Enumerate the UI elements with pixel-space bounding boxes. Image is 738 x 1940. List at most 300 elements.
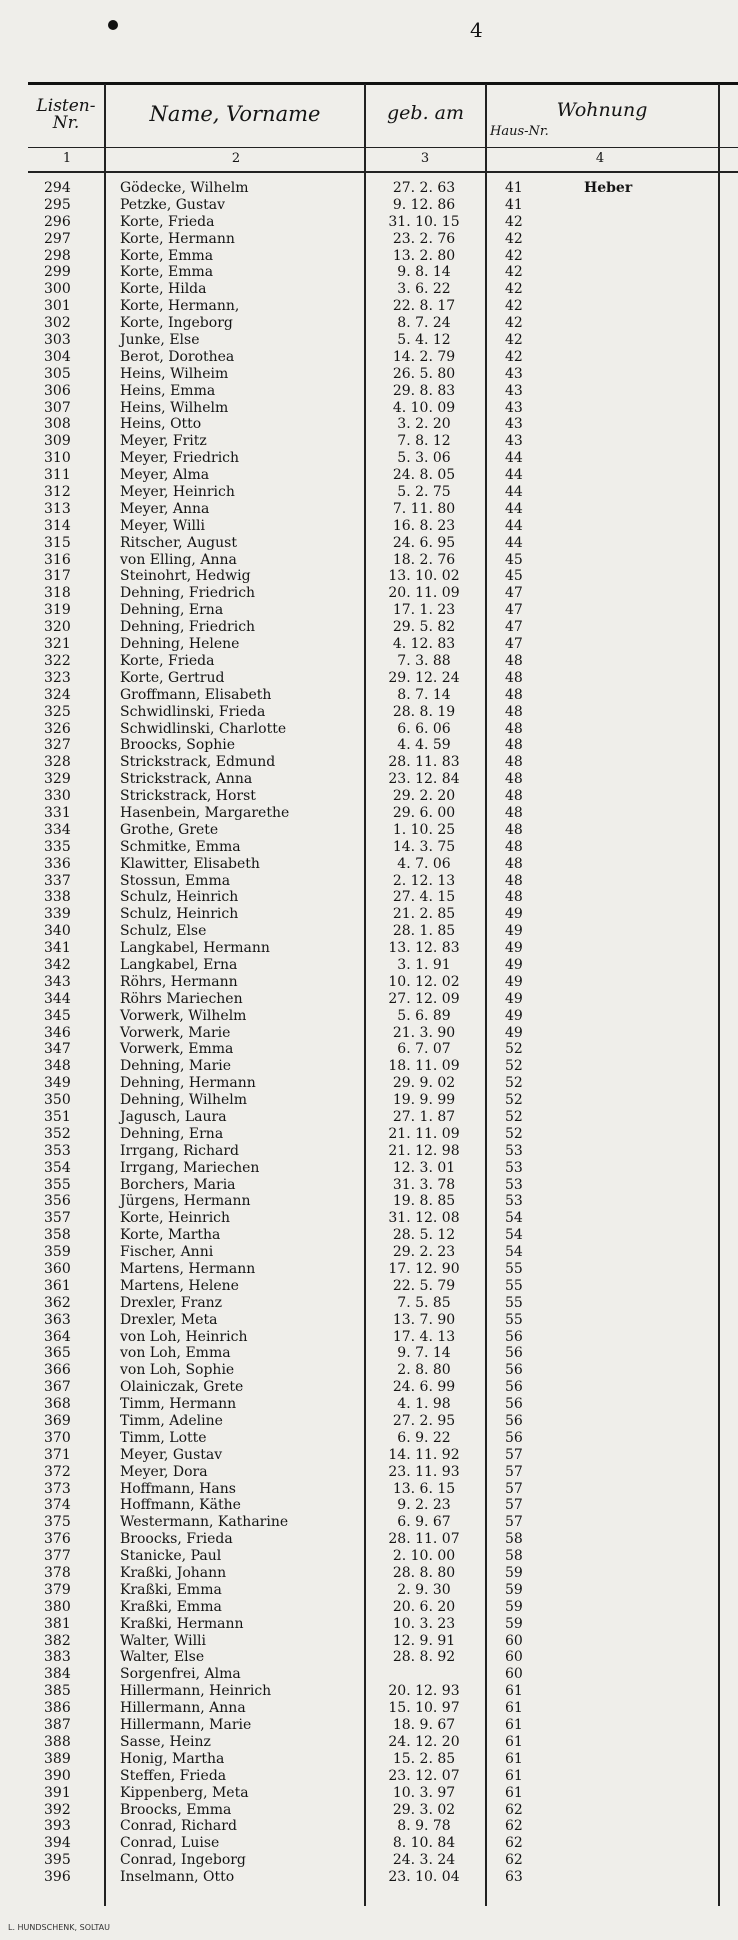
birthdate-cell: 6. 6. 06: [397, 720, 451, 737]
name-cell: Korte, Martha: [120, 1227, 221, 1244]
birthdate-cell: 28. 5. 12: [392, 1227, 456, 1244]
list-number-cell: 348: [44, 1058, 71, 1075]
table-row: [0, 619, 738, 636]
birthdate-cell: 24. 3. 24: [392, 1852, 456, 1869]
list-number-cell: 316: [44, 551, 71, 568]
birthdate-cell: 10. 3. 23: [392, 1615, 456, 1632]
table-row: [0, 1514, 738, 1531]
name-cell: Meyer, Gustav: [120, 1446, 223, 1463]
table-row: [0, 1565, 738, 1582]
table-row: [0, 1109, 738, 1126]
house-number-cell: 58: [505, 1531, 523, 1548]
table-row: [0, 1362, 738, 1379]
table-row: [0, 180, 738, 197]
table-row: [0, 1768, 738, 1785]
birthdate-cell: 20. 11. 09: [388, 585, 460, 602]
birthdate-cell: 31. 10. 15: [388, 213, 460, 230]
table-row: [0, 1160, 738, 1177]
house-number-cell: 49: [505, 1024, 523, 1041]
house-number-cell: 56: [505, 1429, 523, 1446]
table-row: [0, 383, 738, 400]
birthdate-cell: 6. 9. 67: [397, 1514, 451, 1531]
name-cell: Hoffmann, Käthe: [120, 1497, 241, 1514]
table-row: [0, 721, 738, 738]
table-row: [0, 1666, 738, 1683]
birthdate-cell: 20. 12. 93: [388, 1683, 460, 1700]
list-number-cell: 328: [44, 754, 71, 771]
header-house-number: Haus-Nr.: [490, 124, 549, 139]
name-cell: Langkabel, Hermann: [120, 940, 270, 957]
house-number-cell: 53: [505, 1193, 523, 1210]
house-number-cell: 49: [505, 973, 523, 990]
house-number-cell: 48: [505, 872, 523, 889]
list-number-cell: 350: [44, 1092, 71, 1109]
list-number-cell: 326: [44, 720, 71, 737]
list-number-cell: 346: [44, 1024, 71, 1041]
birthdate-cell: 7. 8. 12: [397, 433, 451, 450]
name-cell: von Loh, Sophie: [120, 1362, 235, 1379]
table-row: [0, 889, 738, 906]
birthdate-cell: 4. 10. 09: [392, 399, 456, 416]
name-cell: Sasse, Heinz: [120, 1733, 211, 1750]
house-number-cell: 54: [505, 1244, 523, 1261]
birthdate-cell: 23. 12. 07: [388, 1767, 460, 1784]
birthdate-cell: 16. 8. 23: [392, 517, 456, 534]
name-cell: Stanicke, Paul: [120, 1548, 222, 1565]
house-number-cell: 61: [505, 1750, 523, 1767]
list-number-cell: 362: [44, 1294, 71, 1311]
name-cell: Meyer, Heinrich: [120, 484, 235, 501]
list-number-cell: 342: [44, 956, 71, 973]
house-number-cell: 43: [505, 365, 523, 382]
name-cell: Heins, Wilhelm: [120, 399, 229, 416]
list-number-cell: 383: [44, 1649, 71, 1666]
list-number-cell: 330: [44, 788, 71, 805]
name-cell: Schulz, Heinrich: [120, 906, 239, 923]
birthdate-cell: 15. 10. 97: [388, 1700, 460, 1717]
name-cell: Kraßki, Emma: [120, 1598, 222, 1615]
birthdate-cell: 3. 1. 91: [397, 956, 451, 973]
table-row: [0, 1177, 738, 1194]
house-number-cell: 43: [505, 433, 523, 450]
list-number-cell: 351: [44, 1108, 71, 1125]
name-cell: Dehning, Wilhelm: [120, 1092, 248, 1109]
list-number-cell: 309: [44, 433, 71, 450]
list-number-cell: 317: [44, 568, 71, 585]
name-cell: Korte, Ingeborg: [120, 315, 233, 332]
table-row: [0, 1447, 738, 1464]
house-number-cell: 52: [505, 1108, 523, 1125]
list-number-cell: 371: [44, 1446, 71, 1463]
table-row: [0, 923, 738, 940]
list-number-cell: 368: [44, 1396, 71, 1413]
house-number-cell: 62: [505, 1835, 523, 1852]
list-number-cell: 294: [44, 180, 71, 196]
list-number-cell: 366: [44, 1362, 71, 1379]
table-row: [0, 467, 738, 484]
list-number-cell: 367: [44, 1379, 71, 1396]
name-cell: Korte, Frieda: [120, 652, 215, 669]
house-number-cell: 48: [505, 737, 523, 754]
name-cell: Meyer, Dora: [120, 1463, 208, 1480]
name-cell: Kraßki, Johann: [120, 1565, 227, 1582]
house-number-cell: 45: [505, 568, 523, 585]
birthdate-cell: 6. 9. 22: [397, 1429, 451, 1446]
house-number-cell: 53: [505, 1176, 523, 1193]
house-number-cell: 42: [505, 264, 523, 281]
list-number-cell: 339: [44, 906, 71, 923]
birthdate-cell: 5. 6. 89: [397, 1007, 451, 1024]
name-cell: Irrgang, Mariechen: [120, 1159, 260, 1176]
table-row: [0, 1126, 738, 1143]
table-row: [0, 1227, 738, 1244]
name-cell: Röhrs Mariechen: [120, 990, 243, 1007]
list-number-cell: 327: [44, 737, 71, 754]
birthdate-cell: 18. 9. 67: [392, 1717, 456, 1734]
name-cell: Meyer, Friedrich: [120, 450, 240, 467]
house-number-cell: 42: [505, 348, 523, 365]
birthdate-cell: 14. 11. 92: [388, 1446, 460, 1463]
birthdate-cell: 15. 2. 85: [392, 1750, 456, 1767]
house-number-cell: 57: [505, 1514, 523, 1531]
table-row: [0, 687, 738, 704]
birthdate-cell: 24. 6. 95: [392, 534, 456, 551]
list-number-cell: 306: [44, 382, 71, 399]
name-cell: Korte, Heinrich: [120, 1210, 231, 1227]
name-cell: Schulz, Else: [120, 923, 207, 940]
name-cell: Timm, Hermann: [120, 1396, 237, 1413]
house-number-cell: 56: [505, 1345, 523, 1362]
table-row: [0, 1261, 738, 1278]
birthdate-cell: 19. 8. 85: [392, 1193, 456, 1210]
house-number-cell: 54: [505, 1227, 523, 1244]
table-row: [0, 906, 738, 923]
name-cell: Berot, Dorothea: [120, 348, 235, 365]
list-number-cell: 336: [44, 855, 71, 872]
table-row: [0, 1734, 738, 1751]
birthdate-cell: 3. 6. 22: [397, 281, 451, 298]
list-number-cell: 296: [44, 213, 71, 230]
list-number-cell: 301: [44, 298, 71, 315]
list-number-cell: 303: [44, 332, 71, 349]
list-number-cell: 369: [44, 1413, 71, 1430]
name-cell: Vorwerk, Emma: [120, 1041, 234, 1058]
table-row: [0, 873, 738, 890]
birthdate-cell: 23. 11. 93: [388, 1463, 460, 1480]
birthdate-cell: 24. 6. 99: [392, 1379, 456, 1396]
name-cell: Hillermann, Anna: [120, 1700, 246, 1717]
birthdate-cell: 10. 3. 97: [392, 1784, 456, 1801]
birthdate-cell: 28. 8. 92: [392, 1649, 456, 1666]
table-row: [0, 501, 738, 518]
list-number-cell: 323: [44, 669, 71, 686]
table-row: [0, 400, 738, 417]
house-number-cell: 56: [505, 1328, 523, 1345]
birthdate-cell: 12. 3. 01: [392, 1159, 456, 1176]
name-cell: Steinohrt, Hedwig: [120, 568, 251, 585]
table-row: [0, 1430, 738, 1447]
name-cell: Stossun, Emma: [120, 872, 231, 889]
list-number-cell: 347: [44, 1041, 71, 1058]
printer-imprint: L. HUNDSCHENK, SOLTAU: [8, 1923, 110, 1932]
list-number-cell: 314: [44, 517, 71, 534]
name-cell: Conrad, Ingeborg: [120, 1852, 246, 1869]
name-cell: Klawitter, Elisabeth: [120, 855, 260, 872]
table-row: [0, 281, 738, 298]
birthdate-cell: 3. 2. 20: [397, 416, 451, 433]
birthdate-cell: 2. 12. 13: [392, 872, 456, 889]
birthdate-cell: 29. 9. 02: [392, 1075, 456, 1092]
birthdate-cell: 13. 12. 83: [388, 940, 460, 957]
list-number-cell: 299: [44, 264, 71, 281]
house-number-cell: 48: [505, 889, 523, 906]
name-cell: von Loh, Heinrich: [120, 1328, 248, 1345]
table-row: [0, 1835, 738, 1852]
house-number-cell: 42: [505, 332, 523, 349]
birthdate-cell: 13. 10. 02: [388, 568, 460, 585]
house-number-cell: 52: [505, 1041, 523, 1058]
list-number-cell: 340: [44, 923, 71, 940]
list-number-cell: 313: [44, 500, 71, 517]
name-cell: Conrad, Richard: [120, 1818, 237, 1835]
birthdate-cell: 29. 5. 82: [392, 619, 456, 636]
house-number-cell: 52: [505, 1058, 523, 1075]
list-number-cell: 385: [44, 1683, 71, 1700]
birthdate-cell: 2. 9. 30: [397, 1581, 451, 1598]
birthdate-cell: 21. 3. 90: [392, 1024, 456, 1041]
birthdate-cell: 5. 3. 06: [397, 450, 451, 467]
birthdate-cell: 5. 2. 75: [397, 484, 451, 501]
list-number-cell: 349: [44, 1075, 71, 1092]
name-cell: Broocks, Sophie: [120, 737, 236, 754]
list-number-cell: 394: [44, 1835, 71, 1852]
name-cell: Dehning, Hermann: [120, 1075, 256, 1092]
birthdate-cell: 13. 6. 15: [392, 1480, 456, 1497]
list-number-cell: 360: [44, 1261, 71, 1277]
name-cell: Gödecke, Wilhelm: [120, 180, 249, 196]
table-row: [0, 1041, 738, 1058]
name-cell: Korte, Emma: [120, 247, 214, 264]
house-number-cell: 42: [505, 213, 523, 230]
house-number-cell: 48: [505, 855, 523, 872]
house-number-cell: 63: [505, 1869, 523, 1886]
name-cell: Meyer, Anna: [120, 500, 210, 517]
list-number-cell: 341: [44, 940, 71, 957]
house-number-cell: 56: [505, 1379, 523, 1396]
list-number-cell: 335: [44, 838, 71, 855]
name-cell: Korte, Frieda: [120, 213, 215, 230]
list-number-cell: 353: [44, 1142, 71, 1159]
house-number-cell: 60: [505, 1649, 523, 1666]
house-number-cell: 44: [505, 467, 523, 484]
name-cell: Dehning, Erna: [120, 1125, 224, 1142]
table-row: [0, 1464, 738, 1481]
house-number-cell: 61: [505, 1700, 523, 1717]
house-number-cell: 56: [505, 1413, 523, 1430]
column-number: 4: [595, 151, 605, 166]
list-number-cell: 319: [44, 602, 71, 619]
name-cell: Borchers, Maria: [120, 1176, 236, 1193]
house-number-cell: 47: [505, 619, 523, 636]
name-cell: Röhrs, Hermann: [120, 973, 238, 990]
house-number-cell: 61: [505, 1717, 523, 1734]
birthdate-cell: 31. 3. 78: [392, 1176, 456, 1193]
house-number-cell: 55: [505, 1294, 523, 1311]
table-row: [0, 737, 738, 754]
table-row: [0, 771, 738, 788]
name-cell: von Loh, Emma: [120, 1345, 231, 1362]
house-number-cell: 48: [505, 788, 523, 805]
house-number-cell: 48: [505, 804, 523, 821]
name-cell: Jürgens, Hermann: [120, 1193, 251, 1210]
list-number-cell: 315: [44, 534, 71, 551]
name-cell: Heins, Otto: [120, 416, 202, 433]
column-number: 1: [62, 151, 72, 166]
list-number-cell: 343: [44, 973, 71, 990]
name-cell: Honig, Martha: [120, 1750, 225, 1767]
birthdate-cell: 29. 2. 20: [392, 788, 456, 805]
birthdate-cell: 28. 11. 83: [388, 754, 460, 771]
table-row: [0, 991, 738, 1008]
birthdate-cell: 8. 9. 78: [397, 1818, 451, 1835]
house-number-cell: 48: [505, 838, 523, 855]
table-row: [0, 1818, 738, 1835]
table-row: [0, 231, 738, 248]
list-number-cell: 359: [44, 1244, 71, 1261]
birthdate-cell: 18. 11. 09: [388, 1058, 460, 1075]
list-number-cell: 373: [44, 1480, 71, 1497]
birthdate-cell: 2. 8. 80: [397, 1362, 451, 1379]
name-cell: Kraßki, Hermann: [120, 1615, 244, 1632]
name-cell: Heins, Wilheim: [120, 365, 229, 382]
house-number-cell: 52: [505, 1075, 523, 1092]
birthdate-cell: 26. 5. 80: [392, 365, 456, 382]
list-number-cell: 329: [44, 771, 71, 788]
house-number-cell: 48: [505, 669, 523, 686]
birthdate-cell: 7. 11. 80: [392, 500, 456, 517]
house-number-cell: 57: [505, 1497, 523, 1514]
house-number-cell: 60: [505, 1666, 523, 1683]
column-number: 2: [231, 151, 241, 166]
birthdate-cell: 13. 7. 90: [392, 1311, 456, 1328]
table-row: [0, 704, 738, 721]
name-cell: Dehning, Friedrich: [120, 585, 256, 602]
list-number-cell: 382: [44, 1632, 71, 1649]
name-cell: Schmitke, Emma: [120, 838, 241, 855]
name-cell: Drexler, Meta: [120, 1311, 218, 1328]
table-row: [0, 856, 738, 873]
list-number-cell: 312: [44, 484, 71, 501]
table-row: [0, 1751, 738, 1768]
birthdate-cell: 7. 5. 85: [397, 1294, 451, 1311]
table-row: [0, 1852, 738, 1869]
house-number-cell: 60: [505, 1632, 523, 1649]
house-number-cell: 49: [505, 1007, 523, 1024]
birthdate-cell: 24. 8. 05: [392, 467, 456, 484]
name-cell: Strickstrack, Horst: [120, 788, 256, 805]
name-cell: Hasenbein, Margarethe: [120, 804, 290, 821]
house-number-cell: 41: [505, 196, 523, 213]
list-number-cell: 302: [44, 315, 71, 332]
list-number-cell: 365: [44, 1345, 71, 1362]
table-row: [0, 805, 738, 822]
column-number: 3: [420, 151, 430, 166]
house-number-cell: 47: [505, 602, 523, 619]
list-number-cell: 295: [44, 196, 71, 213]
list-number-cell: 380: [44, 1598, 71, 1615]
house-number-cell: 42: [505, 230, 523, 247]
house-number-cell: 55: [505, 1261, 523, 1277]
table-row: [0, 1700, 738, 1717]
table-row: [0, 1616, 738, 1633]
table-row: [0, 1075, 738, 1092]
name-cell: Timm, Adeline: [120, 1413, 223, 1430]
name-cell: Drexler, Franz: [120, 1294, 223, 1311]
list-number-cell: 345: [44, 1007, 71, 1024]
house-number-cell: 44: [505, 517, 523, 534]
table-row: [0, 214, 738, 231]
house-number-cell: 55: [505, 1311, 523, 1328]
table-row: [0, 1413, 738, 1430]
birthdate-cell: 10. 12. 02: [388, 973, 460, 990]
house-number-cell: 49: [505, 956, 523, 973]
birthdate-cell: 22. 5. 79: [392, 1277, 456, 1294]
header-rule: [28, 171, 738, 173]
name-cell: Broocks, Frieda: [120, 1531, 233, 1548]
birthdate-cell: 4. 1. 98: [397, 1396, 451, 1413]
house-number-cell: 42: [505, 281, 523, 298]
birthdate-cell: 14. 3. 75: [392, 838, 456, 855]
list-number-cell: 304: [44, 348, 71, 365]
birthdate-cell: 23. 2. 76: [392, 230, 456, 247]
name-cell: Strickstrack, Anna: [120, 771, 253, 788]
table-row: [0, 298, 738, 315]
birthdate-cell: 28. 1. 85: [392, 923, 456, 940]
birthdate-cell: 14. 2. 79: [392, 348, 456, 365]
list-number-cell: 374: [44, 1497, 71, 1514]
house-number-cell: 57: [505, 1480, 523, 1497]
house-number-cell: 53: [505, 1142, 523, 1159]
name-cell: Vorwerk, Marie: [120, 1024, 231, 1041]
house-number-cell: 61: [505, 1767, 523, 1784]
house-number-cell: 49: [505, 923, 523, 940]
table-row: [0, 1599, 738, 1616]
name-cell: Irrgang, Richard: [120, 1142, 239, 1159]
list-number-cell: 357: [44, 1210, 71, 1227]
name-cell: Walter, Willi: [120, 1632, 207, 1649]
list-number-cell: 384: [44, 1666, 71, 1683]
name-cell: Junke, Else: [120, 332, 200, 349]
house-number-cell: 42: [505, 298, 523, 315]
table-row: [0, 1345, 738, 1362]
birthdate-cell: 27. 2. 63: [392, 180, 456, 196]
table-row: [0, 653, 738, 670]
house-number-cell: 59: [505, 1598, 523, 1615]
table-row: [0, 1649, 738, 1666]
list-number-cell: 393: [44, 1818, 71, 1835]
house-number-cell: 47: [505, 636, 523, 653]
name-cell: Meyer, Fritz: [120, 433, 207, 450]
table-row: [0, 788, 738, 805]
house-number-cell: 48: [505, 686, 523, 703]
list-number-cell: 386: [44, 1700, 71, 1717]
list-number-cell: 337: [44, 872, 71, 889]
table-row: [0, 1633, 738, 1650]
house-number-cell: 54: [505, 1210, 523, 1227]
house-number-cell: 43: [505, 399, 523, 416]
house-number-cell: 59: [505, 1615, 523, 1632]
birthdate-cell: 4. 7. 06: [397, 855, 451, 872]
